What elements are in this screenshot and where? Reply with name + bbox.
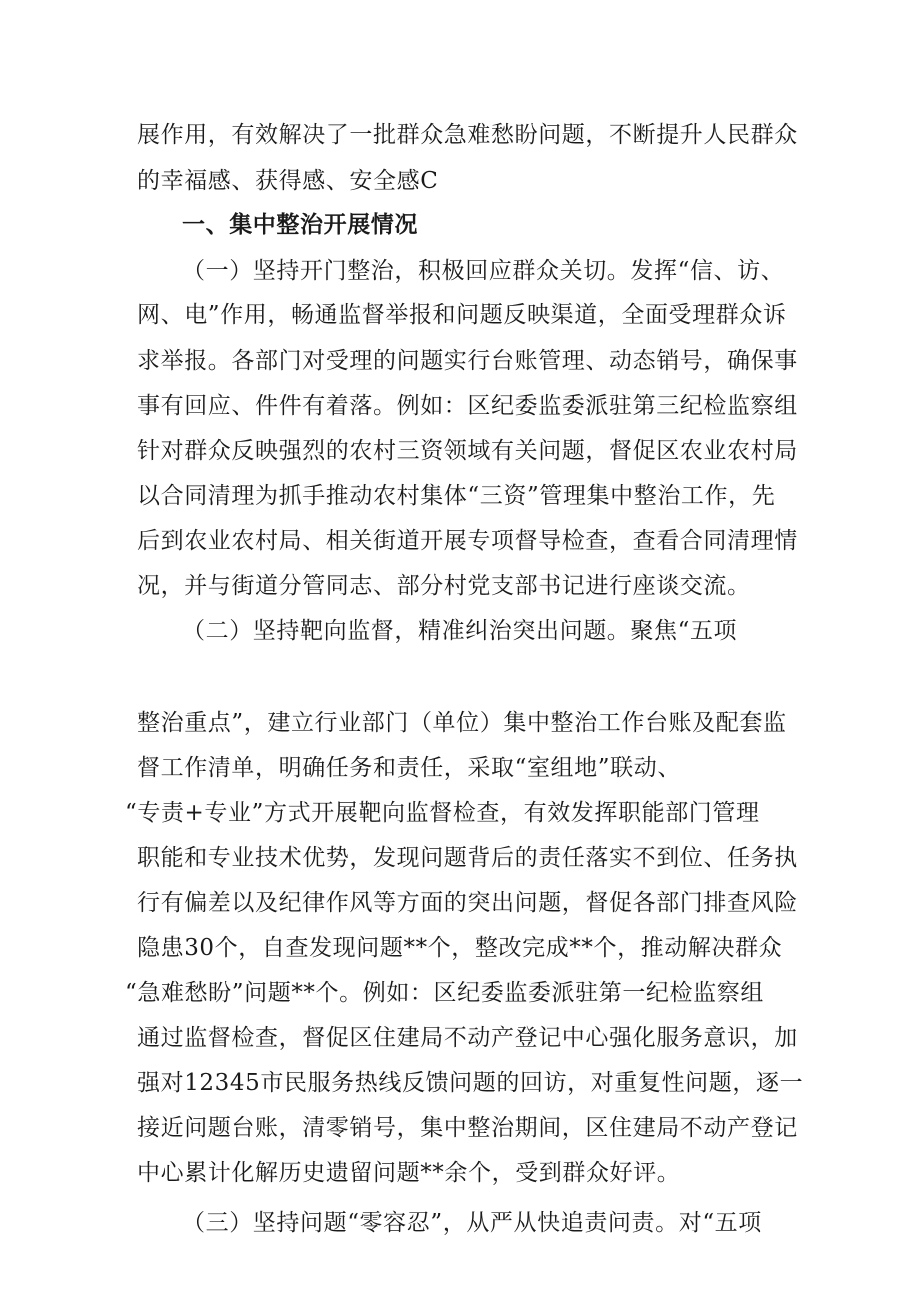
body-text-line: 展作用，有效解决了一批群众急难愁盼问题，不断提升人民群众: [137, 122, 798, 148]
section-heading: 一、集中整治开展情况: [182, 212, 418, 238]
body-text-line: 的幸福感、获得感、安全感C: [137, 168, 439, 194]
body-text-line: “急难愁盼”问题**个。例如：区纪委监委派驻第一纪检监察组: [125, 980, 764, 1006]
body-text-line: 行有偏差以及纪律作风等方面的突出问题，督促各部门排查风险: [137, 890, 798, 916]
body-text-line: 网、电”作用，畅通监督举报和问题反映渠道，全面受理群众诉: [137, 302, 787, 328]
body-text-line: 整治重点”，建立行业部门（单位）集中整治工作台账及配套监: [137, 710, 787, 736]
body-text-line: 求举报。各部门对受理的问题实行台账管理、动态销号，确保事: [137, 348, 798, 374]
body-text-line: “专责+专业”方式开展靶向监督检查，有效发挥职能部门管理: [125, 800, 760, 826]
paragraph-heading-line: （二）坚持靶向监督，精准纠治突出问题。聚焦“五项: [182, 618, 738, 644]
body-text-line: 后到农业农村局、相关街道开展专项督导检查，查看合同清理情: [137, 528, 798, 554]
body-text-line: 督工作清单，明确任务和责任，采取“室组地”联动、: [137, 755, 681, 781]
body-text-line: 强对12345市民服务热线反馈问题的回访，对重复性问题，逐一: [137, 1070, 804, 1096]
body-text-line: 事有回应、件件有着落。例如：区纪委监委派驻第三纪检监察组: [137, 393, 798, 419]
body-text-line: 通过监督检查，督促区住建局不动产登记中心强化服务意识，加: [137, 1025, 798, 1051]
body-text-line: 接近问题台账，清零销号，集中整治期间，区住建局不动产登记: [137, 1115, 798, 1141]
body-text-line: 针对群众反映强烈的农村三资领域有关问题，督促区农业农村局: [137, 438, 798, 464]
body-text-line: 中心累计化解历史遗留问题**余个，受到群众好评。: [137, 1160, 681, 1186]
paragraph-heading-line: （三）坚持问题“零容忍”，从严从快追责问责。对“五项: [182, 1210, 762, 1236]
body-text-line: 职能和专业技术优势，发现问题背后的责任落实不到位、任务执: [137, 845, 798, 871]
body-text-line: 况，并与街道分管同志、部分村党支部书记进行座谈交流。: [137, 573, 751, 599]
body-text-line: 以合同清理为抓手推动农村集体“三资”管理集中整治工作，先: [137, 483, 776, 509]
paragraph-heading-line: （一）坚持开门整治，积极回应群众关切。发挥“信、访、: [182, 258, 785, 284]
body-text-line: 隐患30个，自查发现问题**个，整改完成**个，推动解决群众: [137, 935, 783, 961]
